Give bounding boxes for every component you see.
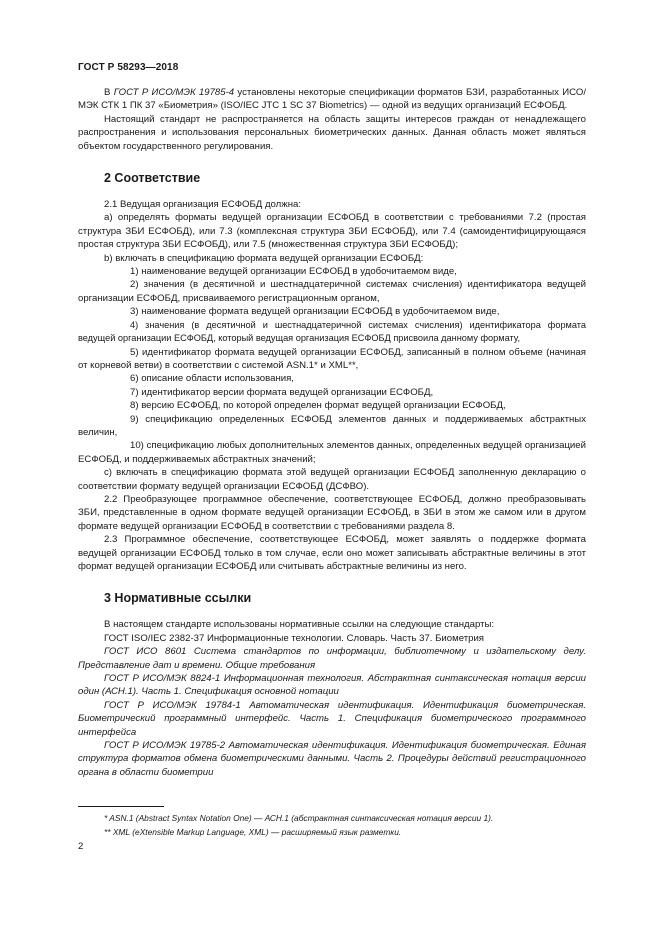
subitem-3: 3) наименование формата ведущей организации ЕСФОБД в удобочитаемом виде, [130, 306, 500, 318]
subitem-4: 4) значения (в десятичной и шестнадцатеричной системах счисления) идентификатора формата ведущей организации ЕСФОБД, который ведущая организация ЕСФОБД присвоила данному формату, [78, 319, 586, 344]
ref-iso-19784-1: ГОСТ Р ИСО/МЭК 19784-1 Автоматическая идентификация. Идентификация биометрическая. Биометрический программный интерфейс. Часть 1. Спецификация биометрического программного интерфейса [78, 699, 586, 738]
ref-iso-8824-1: ГОСТ Р ИСО/МЭК 8824-1 Информационная технология. Абстрактная синтаксическая нотация версии один (АСН.1). Часть 1. Спецификация основной нотации [78, 673, 586, 698]
clause-2-1: 2.1 Ведущая организация ЕСФОБД должна: [104, 199, 301, 211]
subitem-5: 5) идентификатор формата ведущей организации ЕСФОБД, записанный в полном объеме (начиная от корневой ветви) в соответствии с системой ASN.1* и XML**, [78, 346, 586, 371]
item-b: b) включать в спецификацию формата ведущей организации ЕСФОБД: [104, 252, 424, 264]
subitem-9: 9) спецификацию определенных ЕСФОБД элементов данных и поддерживаемых абстрактных величин, [78, 413, 586, 438]
subitem-6: 6) описание области использования, [130, 373, 294, 385]
item-c: c) включать в спецификацию формата этой ведущей организации ЕСФОБД заполненную декларацию о соответствии формату ведущей организации ЕСФОБД (ДСФВО). [78, 467, 586, 492]
footnote-divider [78, 806, 164, 807]
page-content [78, 86, 586, 779]
refs-intro: В настоящем стандарте использованы нормативные ссылки на следующие стандарты: [104, 619, 495, 631]
standard-header: ГОСТ Р 58293—2018 [78, 62, 179, 73]
item-a: а) определять форматы ведущей организации ЕСФОБД в соответствии с требованиями 7.2 (простая структура ЗБИ ЕСФОБД), или 7.3 (комплексная структура ЗБИ ЕСФОБД), или 7.4 (самоидентифицирующаяся простая структура ЗБИ ЕСФОБД), или 7.5 (множественная структура ЗБИ ЕСФОБД); [78, 212, 586, 251]
page-number: 2 [78, 841, 84, 852]
ref-iso-2382-37: ГОСТ ISO/IEC 2382-37 Информационные технологии. Словарь. Часть 37. Биометрия [104, 632, 485, 644]
intro-text: установлены некоторые спецификации форматов БЗИ, разработанных ИСО/МЭК СТК 1 ПК 37 «Биометрия» (ISO/IEC JTC 1 SC 37 Biometrics) — одной из ведущих организаций ЕСФОБД. [78, 87, 586, 112]
section-3-title: 3 Нормативные ссылки [104, 591, 252, 606]
footnotes [78, 812, 586, 839]
intro-paragraph-2: Настоящий стандарт не распространяется на область защиты интересов граждан от ненадлежащего распространения и использования персональных биометрических данных. Данная область может являться объектом государственного регулирования. [78, 113, 586, 152]
subitem-7: 7) идентификатор версии формата ведущей организации ЕСФОБД, [130, 386, 434, 398]
clause-2-3: 2.3 Программное обеспечение, соответствующее ЕСФОБД, может заявлять о поддержке формата ведущей организации ЕСФОБД только в том случае, если оно может записывать абстрактные величины в этот формат ведущей организации ЕСФОБД или считывать абстрактные величины из него. [78, 534, 586, 572]
subitem-1: 1) наименование ведущей организации ЕСФОБД в удобочитаемом виде, [130, 266, 457, 278]
ref-iso-19785-2: ГОСТ Р ИСО/МЭК 19785-2 Автоматическая идентификация. Идентификация биометрическая. Единая структура форматов обмена биометрическими данными. Часть 2. Процедуры действий регистрационного органа в области биометрии [78, 740, 586, 778]
footnote-asn1: * ASN.1 (Abstract Syntax Notation One) — АСН.1 (абстрактная синтаксическая нотация версии 1). [104, 813, 494, 823]
intro-reference: ГОСТ Р ИСО/МЭК 19785-4 [113, 87, 235, 98]
subitem-10: 10) спецификацию любых дополнительных элементов данных, определенных ведущей организацией ЕСФОБД, и поддерживаемых абстрактных значений; [78, 440, 586, 465]
clause-2-2: 2.2 Преобразующее программное обеспечение, соответствующее ЕСФОБД, должно преобразовывать ЗБИ, представленные в одном формате ведущей организации ЕСФОБД, в ЗБИ в этом же самом или в другом формате ведущей организации ЕСФОБД в соответствии с требованиями раздела 8. [78, 493, 586, 532]
ref-iso-8601: ГОСТ ИСО 8601 Система стандартов по информации, библиотечному и издательскому делу. Представление дат и времени. Общие требования [78, 646, 586, 671]
section-2-title: 2 Соответствие [104, 171, 201, 186]
subitem-8: 8) версию ЕСФОБД, по которой определен формат ведущей организации ЕСФОБД, [130, 400, 506, 412]
intro-paragraph-1 [78, 86, 586, 113]
footnote-xml: ** XML (eXtensible Markup Language, XML) — расширяемый язык разметки. [104, 826, 402, 837]
subitem-2: 2) значения (в десятичной и шестнадцатеричной системах счисления) идентификатора ведущей организации ЕСФОБД, присваиваемого регистрационным органом, [78, 279, 586, 304]
intro-lead: В [104, 87, 114, 98]
